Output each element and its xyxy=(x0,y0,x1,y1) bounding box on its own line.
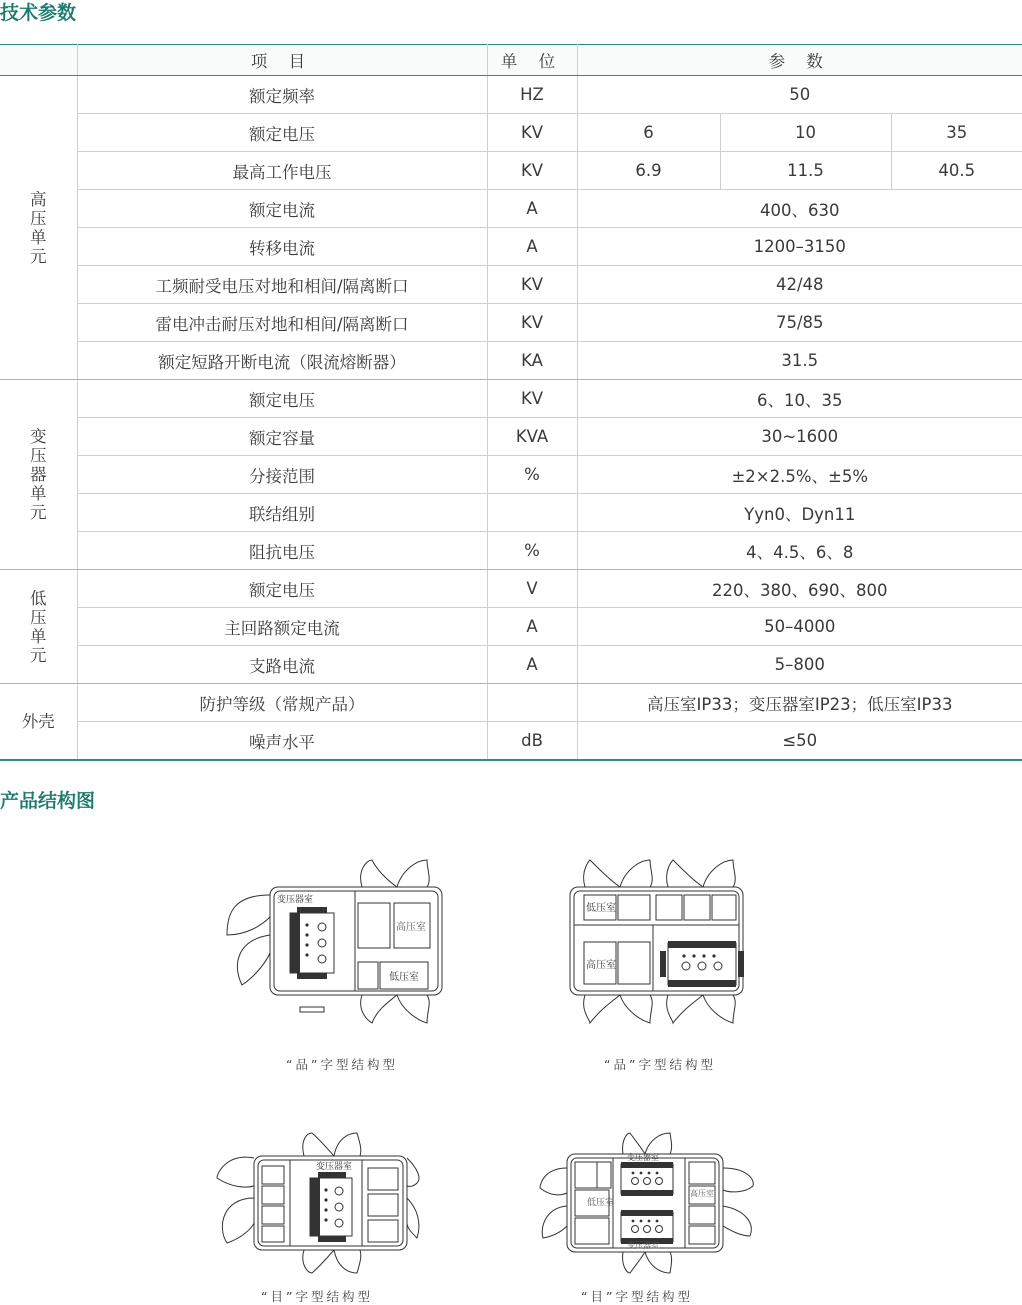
table-row xyxy=(0,304,1022,342)
row-item: 防护等级（常规产品） xyxy=(77,684,487,722)
header-param: 参 数 xyxy=(577,45,1022,76)
row-item: 阻抗电压 xyxy=(77,532,487,570)
row-value: 35 xyxy=(891,114,1022,152)
row-value: 10 xyxy=(720,114,891,152)
row-value: Yyn0、Dyn11 xyxy=(577,494,1022,532)
row-unit: KV xyxy=(487,380,577,418)
row-unit: KV xyxy=(487,266,577,304)
table-row xyxy=(0,532,1022,570)
row-item: 主回路额定电流 xyxy=(77,608,487,646)
row-item: 工频耐受电压对地和相间/隔离断口 xyxy=(77,266,487,304)
row-value: 6、10、35 xyxy=(577,380,1022,418)
label-lv-room: 低压室 xyxy=(586,903,616,914)
row-value: 75/85 xyxy=(577,304,1022,342)
row-item: 额定电压 xyxy=(77,380,487,418)
door-leaf xyxy=(361,860,397,887)
row-value: 50–4000 xyxy=(577,608,1022,646)
caption-diagram-2: “品”字型结构型 xyxy=(604,1057,716,1072)
table-row xyxy=(0,76,1022,114)
row-value: 31.5 xyxy=(577,342,1022,380)
row-value: 11.5 xyxy=(720,152,891,190)
door-leaf xyxy=(407,1158,419,1186)
door-leaf xyxy=(667,995,703,1023)
row-value: 40.5 xyxy=(891,152,1022,190)
door-leaf xyxy=(217,1157,254,1187)
door-leaf xyxy=(303,1250,334,1273)
door-leaf xyxy=(620,995,652,1023)
row-item: 额定短路开断电流（限流熔断器） xyxy=(77,342,487,380)
door-leaf xyxy=(334,1133,361,1156)
row-value: ±2×2.5%、±5% xyxy=(577,456,1022,494)
door-leaf xyxy=(723,1206,751,1236)
label-transformer-room-top: 变压器室 xyxy=(627,1153,659,1162)
door-leaf xyxy=(623,1252,645,1273)
transformer-icon xyxy=(621,1210,673,1244)
label-lv-room: 低压室 xyxy=(389,972,419,983)
label-transformer-room-bottom: 变压器室 xyxy=(627,1241,659,1250)
row-item: 分接范围 xyxy=(77,456,487,494)
diagram-pin-type-2 xyxy=(560,855,760,1025)
row-item: 额定容量 xyxy=(77,418,487,456)
row-unit: A xyxy=(487,190,577,228)
row-unit: V xyxy=(487,570,577,608)
door-leaf xyxy=(542,1206,567,1238)
header-item: 项 目 xyxy=(77,45,487,76)
table-row xyxy=(0,114,1022,152)
door-leaf xyxy=(361,995,397,1023)
diagram-pin-type-1 xyxy=(222,855,447,1025)
row-unit: A xyxy=(487,646,577,684)
row-value: 400、630 xyxy=(577,190,1022,228)
table-row xyxy=(0,418,1022,456)
row-value: 4、4.5、6、8 xyxy=(577,532,1022,570)
row-item: 额定频率 xyxy=(77,76,487,114)
row-unit: KV xyxy=(487,152,577,190)
row-item: 联结组别 xyxy=(77,494,487,532)
row-value: 220、380、690、800 xyxy=(577,570,1022,608)
label-hv-room: 高压室 xyxy=(690,1189,714,1198)
door-leaf xyxy=(303,1133,334,1156)
row-unit: KV xyxy=(487,304,577,342)
label-lv-room: 低压室 xyxy=(587,1198,615,1208)
row-unit: % xyxy=(487,532,577,570)
section-title-tech-params: 技术参数 xyxy=(0,2,77,24)
door-leaf xyxy=(584,995,620,1023)
row-item: 雷电冲击耐压对地和相间/隔离断口 xyxy=(77,304,487,342)
table-row xyxy=(0,494,1022,532)
transformer-icon xyxy=(621,1162,673,1196)
door-leaf xyxy=(227,895,270,935)
table-row xyxy=(0,608,1022,646)
row-unit: KA xyxy=(487,342,577,380)
label-transformer-room: 变压器室 xyxy=(316,1162,353,1172)
row-unit xyxy=(487,494,577,532)
table-row xyxy=(0,646,1022,684)
door-leaf xyxy=(620,860,652,887)
door-leaf xyxy=(645,1252,672,1273)
row-unit: KV xyxy=(487,114,577,152)
table-header-row xyxy=(0,45,1022,76)
caption-diagram-1: “品”字型结构型 xyxy=(286,1057,398,1072)
diagram-mu-type-1 xyxy=(212,1128,422,1278)
group-transformer: 变 压 器 单 元 xyxy=(0,380,77,570)
group-lv: 低 压 单 元 xyxy=(0,570,77,684)
row-value: 50 xyxy=(577,76,1022,114)
row-unit: % xyxy=(487,456,577,494)
door-leaf xyxy=(334,1250,361,1273)
diagram-mu-type-2 xyxy=(535,1128,760,1278)
door-leaf xyxy=(397,860,429,887)
label-hv-room: 高压室 xyxy=(396,922,426,933)
table-row xyxy=(0,266,1022,304)
row-item: 最高工作电压 xyxy=(77,152,487,190)
row-item: 额定电流 xyxy=(77,190,487,228)
door-leaf xyxy=(584,860,620,887)
spec-table xyxy=(0,44,1022,761)
row-unit: A xyxy=(487,608,577,646)
row-value: 6.9 xyxy=(577,152,720,190)
table-row xyxy=(0,456,1022,494)
door-leaf xyxy=(397,995,429,1023)
table-row xyxy=(0,570,1022,608)
row-value: 30~1600 xyxy=(577,418,1022,456)
row-value: 6 xyxy=(577,114,720,152)
door-leaf xyxy=(623,1133,645,1154)
row-item: 支路电流 xyxy=(77,646,487,684)
table-row xyxy=(0,152,1022,190)
label-transformer-room: 变压器室 xyxy=(277,895,314,905)
door-leaf xyxy=(407,1198,419,1238)
row-item: 额定电压 xyxy=(77,570,487,608)
door-leaf xyxy=(723,1168,753,1192)
table-row xyxy=(0,190,1022,228)
section-title-structure: 产品结构图 xyxy=(0,790,96,812)
row-unit xyxy=(487,684,577,722)
table-row xyxy=(0,684,1022,722)
row-unit: HZ xyxy=(487,76,577,114)
table-row xyxy=(0,722,1022,761)
caption-diagram-3: “目”字型结构型 xyxy=(261,1289,373,1304)
door-leaf xyxy=(703,860,735,887)
caption-diagram-4: “目”字型结构型 xyxy=(581,1289,693,1304)
transformer-icon xyxy=(290,907,334,979)
group-shell: 外壳 xyxy=(0,684,77,761)
table-row xyxy=(0,342,1022,380)
group-hv: 高 压 单 元 xyxy=(0,76,77,380)
row-value: ≤50 xyxy=(577,722,1022,761)
door-leaf xyxy=(237,935,270,985)
row-value: 5–800 xyxy=(577,646,1022,684)
transformer-icon xyxy=(660,941,744,987)
transformer-icon xyxy=(310,1172,352,1242)
row-value: 1200–3150 xyxy=(577,228,1022,266)
row-unit: dB xyxy=(487,722,577,761)
table-row xyxy=(0,380,1022,418)
door-leaf xyxy=(222,1198,254,1243)
row-item: 额定电压 xyxy=(77,114,487,152)
row-unit: KVA xyxy=(487,418,577,456)
header-unit: 单 位 xyxy=(487,45,577,76)
header-blank xyxy=(0,45,77,76)
door-leaf xyxy=(645,1133,672,1154)
label-hv-room: 高压室 xyxy=(586,960,616,971)
row-item: 噪声水平 xyxy=(77,722,487,761)
row-value: 42/48 xyxy=(577,266,1022,304)
row-item: 转移电流 xyxy=(77,228,487,266)
door-leaf xyxy=(703,995,735,1023)
row-value: 高压室IP33；变压器室IP23；低压室IP33 xyxy=(577,684,1022,722)
door-leaf xyxy=(540,1168,567,1195)
door-leaf xyxy=(667,860,703,887)
row-unit: A xyxy=(487,228,577,266)
table-row xyxy=(0,228,1022,266)
